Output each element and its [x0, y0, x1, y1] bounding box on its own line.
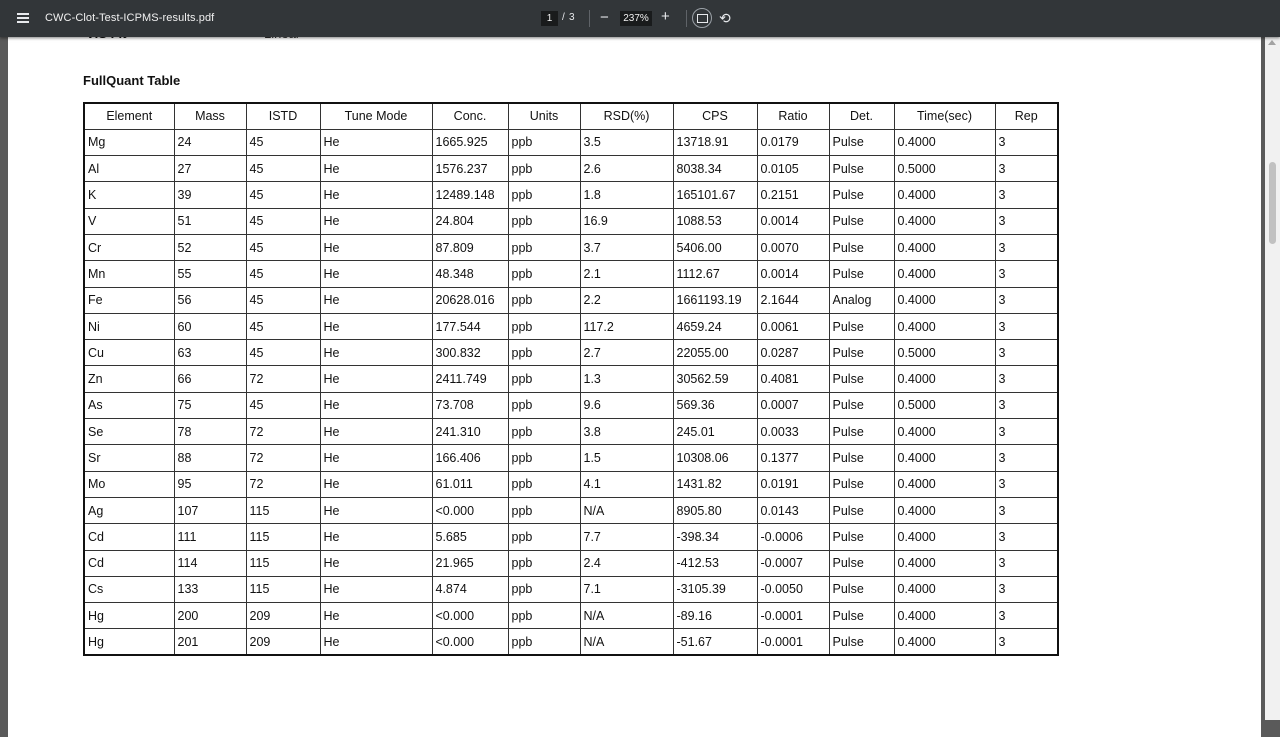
table-cell: Pulse — [829, 234, 894, 260]
table-cell: He — [320, 156, 432, 182]
table-row — [84, 340, 1058, 366]
table-cell: 0.4000 — [894, 182, 995, 208]
table-cell: 3 — [995, 287, 1058, 313]
table-cell: 3 — [995, 629, 1058, 655]
table-cell: Cd — [84, 550, 174, 576]
table-cell: Pulse — [829, 313, 894, 339]
table-cell: <0.000 — [432, 497, 508, 523]
table-cell: Cd — [84, 524, 174, 550]
table-cell: Mn — [84, 261, 174, 287]
column-header: Tune Mode — [320, 103, 432, 129]
table-cell: 52 — [174, 234, 246, 260]
table-cell: Se — [84, 419, 174, 445]
table-cell: 1.3 — [580, 366, 673, 392]
table-cell: 45 — [246, 129, 320, 155]
table-cell: 569.36 — [673, 392, 757, 418]
table-cell: -412.53 — [673, 550, 757, 576]
table-cell: ppb — [508, 234, 580, 260]
table-cell: ppb — [508, 603, 580, 629]
table-row — [84, 471, 1058, 497]
table-cell: 0.4000 — [894, 524, 995, 550]
table-cell: 165101.67 — [673, 182, 757, 208]
table-cell: 1088.53 — [673, 208, 757, 234]
table-cell: 5.685 — [432, 524, 508, 550]
table-row — [84, 156, 1058, 182]
table-row — [84, 550, 1058, 576]
table-cell: 3 — [995, 550, 1058, 576]
table-cell: Pulse — [829, 524, 894, 550]
menu-icon[interactable] — [17, 13, 29, 23]
table-cell: He — [320, 471, 432, 497]
table-cell: 87.809 — [432, 234, 508, 260]
table-cell: Sr — [84, 445, 174, 471]
table-cell: 12489.148 — [432, 182, 508, 208]
pdf-page — [8, 37, 1261, 737]
table-cell: 0.4000 — [894, 629, 995, 655]
table-cell: Cs — [84, 576, 174, 602]
table-cell: 111 — [174, 524, 246, 550]
table-cell: -0.0001 — [757, 629, 829, 655]
page-number-input[interactable]: 1 — [541, 11, 558, 26]
table-cell: ppb — [508, 366, 580, 392]
table-cell: Zn — [84, 366, 174, 392]
table-cell: 0.0014 — [757, 261, 829, 287]
table-cell: <0.000 — [432, 629, 508, 655]
table-cell: 4.1 — [580, 471, 673, 497]
table-cell: 3 — [995, 313, 1058, 339]
table-cell: 0.4000 — [894, 603, 995, 629]
table-cell: -51.67 — [673, 629, 757, 655]
table-cell: 1665.925 — [432, 129, 508, 155]
table-row — [84, 497, 1058, 523]
table-cell: 7.7 — [580, 524, 673, 550]
table-cell: Fe — [84, 287, 174, 313]
table-cell: 45 — [246, 287, 320, 313]
table-cell: Analog — [829, 287, 894, 313]
table-cell: 0.0007 — [757, 392, 829, 418]
table-cell: Ni — [84, 313, 174, 339]
table-cell: 3 — [995, 340, 1058, 366]
table-cell: ppb — [508, 576, 580, 602]
table-cell: 51 — [174, 208, 246, 234]
table-cell: ppb — [508, 340, 580, 366]
table-cell: 1431.82 — [673, 471, 757, 497]
table-cell: 0.4000 — [894, 419, 995, 445]
table-cell: 200 — [174, 603, 246, 629]
table-cell: He — [320, 208, 432, 234]
table-cell: He — [320, 629, 432, 655]
table-cell: 24 — [174, 129, 246, 155]
table-cell: He — [320, 550, 432, 576]
table-cell: 10308.06 — [673, 445, 757, 471]
table-row — [84, 603, 1058, 629]
table-cell: 2.4 — [580, 550, 673, 576]
table-cell: 0.0061 — [757, 313, 829, 339]
table-cell: 201 — [174, 629, 246, 655]
table-cell: 241.310 — [432, 419, 508, 445]
table-cell: ppb — [508, 261, 580, 287]
zoom-out-button[interactable]: − — [600, 9, 609, 26]
table-cell: 3.8 — [580, 419, 673, 445]
table-cell: 1.5 — [580, 445, 673, 471]
table-cell: K — [84, 182, 174, 208]
table-cell: 3 — [995, 471, 1058, 497]
table-cell: ppb — [508, 419, 580, 445]
table-cell: 2.6 — [580, 156, 673, 182]
column-header: Conc. — [432, 103, 508, 129]
table-cell: 3 — [995, 234, 1058, 260]
table-cell: -0.0001 — [757, 603, 829, 629]
table-row — [84, 576, 1058, 602]
pdf-toolbar — [0, 0, 1280, 37]
table-cell: He — [320, 392, 432, 418]
column-header: Time(sec) — [894, 103, 995, 129]
table-cell: 45 — [246, 234, 320, 260]
table-cell: 27 — [174, 156, 246, 182]
table-cell: Pulse — [829, 261, 894, 287]
table-row — [84, 208, 1058, 234]
table-cell: -3105.39 — [673, 576, 757, 602]
table-cell: 45 — [246, 313, 320, 339]
table-cell: 45 — [246, 208, 320, 234]
table-cell: ppb — [508, 629, 580, 655]
table-cell: 0.4000 — [894, 497, 995, 523]
table-cell: 0.1377 — [757, 445, 829, 471]
document-title: CWC-Clot-Test-ICPMS-results.pdf — [45, 12, 215, 24]
table-cell: 3 — [995, 182, 1058, 208]
table-cell: 2.1644 — [757, 287, 829, 313]
table-cell: 115 — [246, 524, 320, 550]
table-cell: He — [320, 603, 432, 629]
table-cell: Hg — [84, 603, 174, 629]
table-cell: -0.0006 — [757, 524, 829, 550]
table-cell: Pulse — [829, 182, 894, 208]
table-cell: 3 — [995, 603, 1058, 629]
table-cell: 3 — [995, 392, 1058, 418]
table-cell: Pulse — [829, 419, 894, 445]
table-cell: 245.01 — [673, 419, 757, 445]
table-cell: He — [320, 497, 432, 523]
table-cell: -0.0050 — [757, 576, 829, 602]
table-cell: 5406.00 — [673, 234, 757, 260]
table-cell: Pulse — [829, 471, 894, 497]
table-cell: Pulse — [829, 603, 894, 629]
table-header-row — [84, 103, 1058, 129]
table-cell: 115 — [246, 576, 320, 602]
table-cell: ppb — [508, 156, 580, 182]
table-cell: 0.0143 — [757, 497, 829, 523]
table-cell: He — [320, 340, 432, 366]
column-header: Det. — [829, 103, 894, 129]
table-row — [84, 445, 1058, 471]
table-cell: Al — [84, 156, 174, 182]
table-cell: 48.348 — [432, 261, 508, 287]
table-cell: 66 — [174, 366, 246, 392]
table-cell: 114 — [174, 550, 246, 576]
table-cell: ppb — [508, 287, 580, 313]
table-cell: Pulse — [829, 156, 894, 182]
table-cell: 166.406 — [432, 445, 508, 471]
zoom-level-input[interactable]: 237% — [620, 11, 652, 26]
column-header: Rep — [995, 103, 1058, 129]
table-cell: He — [320, 261, 432, 287]
table-cell: 0.4000 — [894, 445, 995, 471]
table-cell: He — [320, 182, 432, 208]
table-cell: 3 — [995, 129, 1058, 155]
column-header: Units — [508, 103, 580, 129]
table-cell: He — [320, 129, 432, 155]
table-cell: 0.0191 — [757, 471, 829, 497]
table-cell: 61.011 — [432, 471, 508, 497]
table-cell: 300.832 — [432, 340, 508, 366]
column-header: Element — [84, 103, 174, 129]
table-cell: 209 — [246, 603, 320, 629]
table-cell: Pulse — [829, 129, 894, 155]
table-cell: ppb — [508, 471, 580, 497]
table-cell: 7.1 — [580, 576, 673, 602]
table-cell: 0.5000 — [894, 156, 995, 182]
table-cell: 107 — [174, 497, 246, 523]
table-cell: Cr — [84, 234, 174, 260]
table-row — [84, 419, 1058, 445]
table-cell: 3 — [995, 419, 1058, 445]
table-cell: He — [320, 366, 432, 392]
table-cell: 21.965 — [432, 550, 508, 576]
table-cell: ppb — [508, 524, 580, 550]
column-header: Ratio — [757, 103, 829, 129]
zoom-in-button[interactable]: + — [661, 8, 670, 25]
table-cell: 13718.91 — [673, 129, 757, 155]
section-title: FullQuant Table — [83, 73, 181, 88]
table-cell: 0.0070 — [757, 234, 829, 260]
table-cell: 88 — [174, 445, 246, 471]
toolbar-divider — [686, 10, 687, 27]
table-cell: -0.0007 — [757, 550, 829, 576]
table-cell: Cu — [84, 340, 174, 366]
table-cell: Pulse — [829, 445, 894, 471]
table-cell: Pulse — [829, 366, 894, 392]
table-cell: 2.1 — [580, 261, 673, 287]
scrollbar-thumb[interactable] — [1269, 162, 1276, 244]
column-header: Mass — [174, 103, 246, 129]
table-cell: ppb — [508, 497, 580, 523]
table-row — [84, 524, 1058, 550]
table-cell: 3.5 — [580, 129, 673, 155]
table-cell: 4.874 — [432, 576, 508, 602]
table-cell: 30562.59 — [673, 366, 757, 392]
table-cell: Pulse — [829, 392, 894, 418]
table-cell: He — [320, 234, 432, 260]
table-cell: ppb — [508, 550, 580, 576]
column-header: CPS — [673, 103, 757, 129]
table-cell: 0.4000 — [894, 129, 995, 155]
table-cell: 3 — [995, 261, 1058, 287]
table-cell: Ag — [84, 497, 174, 523]
table-cell: 39 — [174, 182, 246, 208]
table-cell: 56 — [174, 287, 246, 313]
table-cell: 16.9 — [580, 208, 673, 234]
table-cell: 55 — [174, 261, 246, 287]
table-cell: 0.4081 — [757, 366, 829, 392]
table-cell: 209 — [246, 629, 320, 655]
table-cell: 3 — [995, 366, 1058, 392]
table-cell: Hg — [84, 629, 174, 655]
table-cell: 72 — [246, 419, 320, 445]
table-row — [84, 261, 1058, 287]
table-cell: 3 — [995, 497, 1058, 523]
table-cell: 0.4000 — [894, 208, 995, 234]
table-cell: Pulse — [829, 629, 894, 655]
table-cell: 3 — [995, 208, 1058, 234]
table-cell: 0.4000 — [894, 261, 995, 287]
table-cell: 0.5000 — [894, 392, 995, 418]
table-cell: 0.4000 — [894, 471, 995, 497]
table-cell: 0.0179 — [757, 129, 829, 155]
table-cell: 22055.00 — [673, 340, 757, 366]
table-row — [84, 287, 1058, 313]
table-cell: Mo — [84, 471, 174, 497]
table-cell: 0.5000 — [894, 340, 995, 366]
table-cell: He — [320, 524, 432, 550]
column-header: ISTD — [246, 103, 320, 129]
table-cell: As — [84, 392, 174, 418]
table-cell: ppb — [508, 392, 580, 418]
table-cell: 2.2 — [580, 287, 673, 313]
table-row — [84, 366, 1058, 392]
table-cell: Pulse — [829, 497, 894, 523]
table-cell: 1661193.19 — [673, 287, 757, 313]
table-cell: 78 — [174, 419, 246, 445]
table-cell: He — [320, 287, 432, 313]
table-cell: 0.0014 — [757, 208, 829, 234]
table-cell: 24.804 — [432, 208, 508, 234]
table-cell: V — [84, 208, 174, 234]
table-cell: 75 — [174, 392, 246, 418]
table-cell: 45 — [246, 340, 320, 366]
table-cell: 72 — [246, 471, 320, 497]
table-cell: 2411.749 — [432, 366, 508, 392]
table-cell: 2.7 — [580, 340, 673, 366]
table-row — [84, 129, 1058, 155]
table-cell: 117.2 — [580, 313, 673, 339]
table-cell: N/A — [580, 603, 673, 629]
column-header: RSD(%) — [580, 103, 673, 129]
table-cell: 3 — [995, 524, 1058, 550]
table-cell: 0.0033 — [757, 419, 829, 445]
table-cell: He — [320, 419, 432, 445]
table-cell: 0.2151 — [757, 182, 829, 208]
table-cell: ppb — [508, 182, 580, 208]
table-row — [84, 629, 1058, 655]
table-cell: 3 — [995, 576, 1058, 602]
table-cell: 1576.237 — [432, 156, 508, 182]
table-cell: 0.4000 — [894, 313, 995, 339]
table-cell: 3 — [995, 445, 1058, 471]
table-cell: ppb — [508, 208, 580, 234]
table-cell: N/A — [580, 497, 673, 523]
table-cell: 3 — [995, 156, 1058, 182]
table-cell: Pulse — [829, 576, 894, 602]
table-cell: ppb — [508, 129, 580, 155]
page-total: 3 — [569, 12, 575, 23]
table-cell: ppb — [508, 445, 580, 471]
table-cell: 45 — [246, 182, 320, 208]
scroll-up-icon[interactable] — [1268, 40, 1276, 45]
table-cell: 8038.34 — [673, 156, 757, 182]
table-cell: 115 — [246, 497, 320, 523]
page-separator: / — [562, 12, 565, 23]
table-cell: He — [320, 576, 432, 602]
table-cell: 95 — [174, 471, 246, 497]
table-cell: 177.544 — [432, 313, 508, 339]
table-cell: He — [320, 313, 432, 339]
table-cell: 45 — [246, 392, 320, 418]
table-cell: 63 — [174, 340, 246, 366]
table-cell: 0.4000 — [894, 366, 995, 392]
table-cell: 3.7 — [580, 234, 673, 260]
table-cell: 9.6 — [580, 392, 673, 418]
table-cell: 1.8 — [580, 182, 673, 208]
fullquant-table — [83, 102, 1059, 656]
table-cell: 0.4000 — [894, 576, 995, 602]
table-cell: 72 — [246, 445, 320, 471]
fit-to-page-icon[interactable] — [692, 8, 712, 28]
table-cell: 45 — [246, 156, 320, 182]
table-cell: Pulse — [829, 550, 894, 576]
table-cell: 115 — [246, 550, 320, 576]
table-cell: Pulse — [829, 208, 894, 234]
rotate-icon[interactable]: ⟲ — [719, 10, 731, 26]
table-cell: <0.000 — [432, 603, 508, 629]
table-row — [84, 234, 1058, 260]
table-cell: 0.0287 — [757, 340, 829, 366]
vertical-scrollbar[interactable] — [1265, 37, 1280, 720]
table-cell: Pulse — [829, 340, 894, 366]
table-cell: ppb — [508, 313, 580, 339]
table-cell: 73.708 — [432, 392, 508, 418]
table-cell: 0.0105 — [757, 156, 829, 182]
table-cell: -89.16 — [673, 603, 757, 629]
table-cell: He — [320, 445, 432, 471]
table-cell: 0.4000 — [894, 550, 995, 576]
table-cell: Mg — [84, 129, 174, 155]
table-cell: 1112.67 — [673, 261, 757, 287]
toolbar-divider — [589, 10, 590, 27]
table-cell: 20628.016 — [432, 287, 508, 313]
table-row — [84, 392, 1058, 418]
table-cell: 133 — [174, 576, 246, 602]
table-cell: 4659.24 — [673, 313, 757, 339]
table-row — [84, 313, 1058, 339]
table-cell: 45 — [246, 261, 320, 287]
table-cell: 72 — [246, 366, 320, 392]
table-cell: 0.4000 — [894, 234, 995, 260]
table-row — [84, 182, 1058, 208]
table-cell: 8905.80 — [673, 497, 757, 523]
table-cell: 0.4000 — [894, 287, 995, 313]
table-cell: 60 — [174, 313, 246, 339]
table-cell: -398.34 — [673, 524, 757, 550]
table-cell: N/A — [580, 629, 673, 655]
